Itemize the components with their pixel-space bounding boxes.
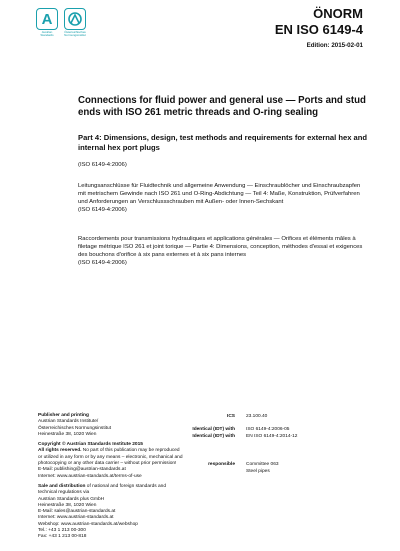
responsible-topic: Steel pipes <box>246 469 270 474</box>
identical-label: Identical (IDT) with <box>192 434 235 439</box>
publisher-line: Österreichisches Normungsinstitut <box>38 425 112 431</box>
copyright-heading: Copyright © Austrian Standards Institute 2015 <box>38 442 143 448</box>
reference-french: (ISO 6149-4:2006) <box>78 259 127 266</box>
sale-line: Fax: +43 1 213 00-818 <box>38 534 87 540</box>
identical-iso-value: ISO 6149-4:2006-05 <box>246 427 290 432</box>
sale-line: Internet: www.austrian-standards.at <box>38 515 114 521</box>
publisher-line: Austrian Standards Institute/ <box>38 419 99 425</box>
normungsinstitut-logo <box>64 8 86 38</box>
title-french: Raccordements pour transmissions hydrauliques et applications générales — Orifices et éléments mâles à filetage métrique ISO 261 et joint torique — Partie 4: Dimensions, conception, méthodes d'essai et exigences des bouchons d'orifice à six pans externes et à six pans internes <box>78 236 363 258</box>
sale-line: Heinestraße 38, 1020 Wien <box>38 502 97 508</box>
publisher-info <box>38 413 183 541</box>
ics-value: 23.100.40 <box>246 414 268 419</box>
publisher-heading: Publisher and printing <box>38 413 89 418</box>
responsible-label: responsible <box>208 462 235 467</box>
sale-line: Tel.: +43 1 213 00-300 <box>38 528 86 534</box>
identical-label: Identical (IDT) with <box>192 427 235 432</box>
copyright-notice: All rights reserved. No part of this publication may be reproduced or utilized in any form or by any means – electronic, mechanical and photocopying or any other data carrier – without prior permission! <box>38 448 183 467</box>
standard-number: EN ISO 6149-4 <box>274 22 363 37</box>
title-german: Leitungsanschlüsse für Fluidtechnik und allgemeine Anwendung — Einschraublöcher und Einschraubzapfen mit metrischem Gewinde nach ISO 261 und O-Ring-Abdichtung — Teil 4: Maße, Konstruktion, Prüfverfahren und Anforderungen an Verschlussschrauben mit Außen- oder Innen-Sechskant <box>78 183 361 205</box>
austrian-standards-logo <box>36 8 58 38</box>
subtitle-english: Part 4: Dimensions, design, test methods and requirements for external hex and internal hex port plugs <box>78 133 368 152</box>
sale-heading: Sale and distribution of national and foreign standards and technical regulations via <box>38 483 166 496</box>
sale-line: Austrian Standards plus GmbH <box>38 496 105 502</box>
logo-caption: Austrian Standards <box>40 30 54 38</box>
logo-letter-a: A <box>36 8 58 30</box>
logo-caption: Österreichisches Normungsinstitut <box>64 30 86 38</box>
identical-en-value: EN ISO 6149-4:2014-12 <box>246 434 298 439</box>
edition-date: Edition: 2015-02-01 <box>306 42 363 49</box>
sale-line: E-Mail: sales@austrian-standards.at <box>38 509 116 515</box>
on-emblem-icon <box>64 8 86 30</box>
ics-label: ICS <box>227 414 235 419</box>
standard-name: ÖNORM <box>313 6 363 21</box>
publisher-line: Heinestraße 38, 1020 Wien <box>38 431 97 437</box>
reference-german: (ISO 6149-4:2006) <box>78 206 127 213</box>
responsible-committee: Committee 063 <box>246 462 279 467</box>
copyright-internet: Internet: www.austrian-standards.at/terms-of-use <box>38 473 142 479</box>
title-french-block <box>78 236 368 268</box>
title-german-block <box>78 183 368 215</box>
reference-english: (ISO 6149-4:2006) <box>78 162 127 168</box>
title-english: Connections for fluid power and general use — Ports and stud ends with ISO 261 metric threads and O-ring sealing <box>78 95 366 119</box>
copyright-email: E-Mail: publishing@austrian-standards.at <box>38 467 126 473</box>
sale-line: Webshop: www.austrian-standards.at/webshop <box>38 521 138 527</box>
